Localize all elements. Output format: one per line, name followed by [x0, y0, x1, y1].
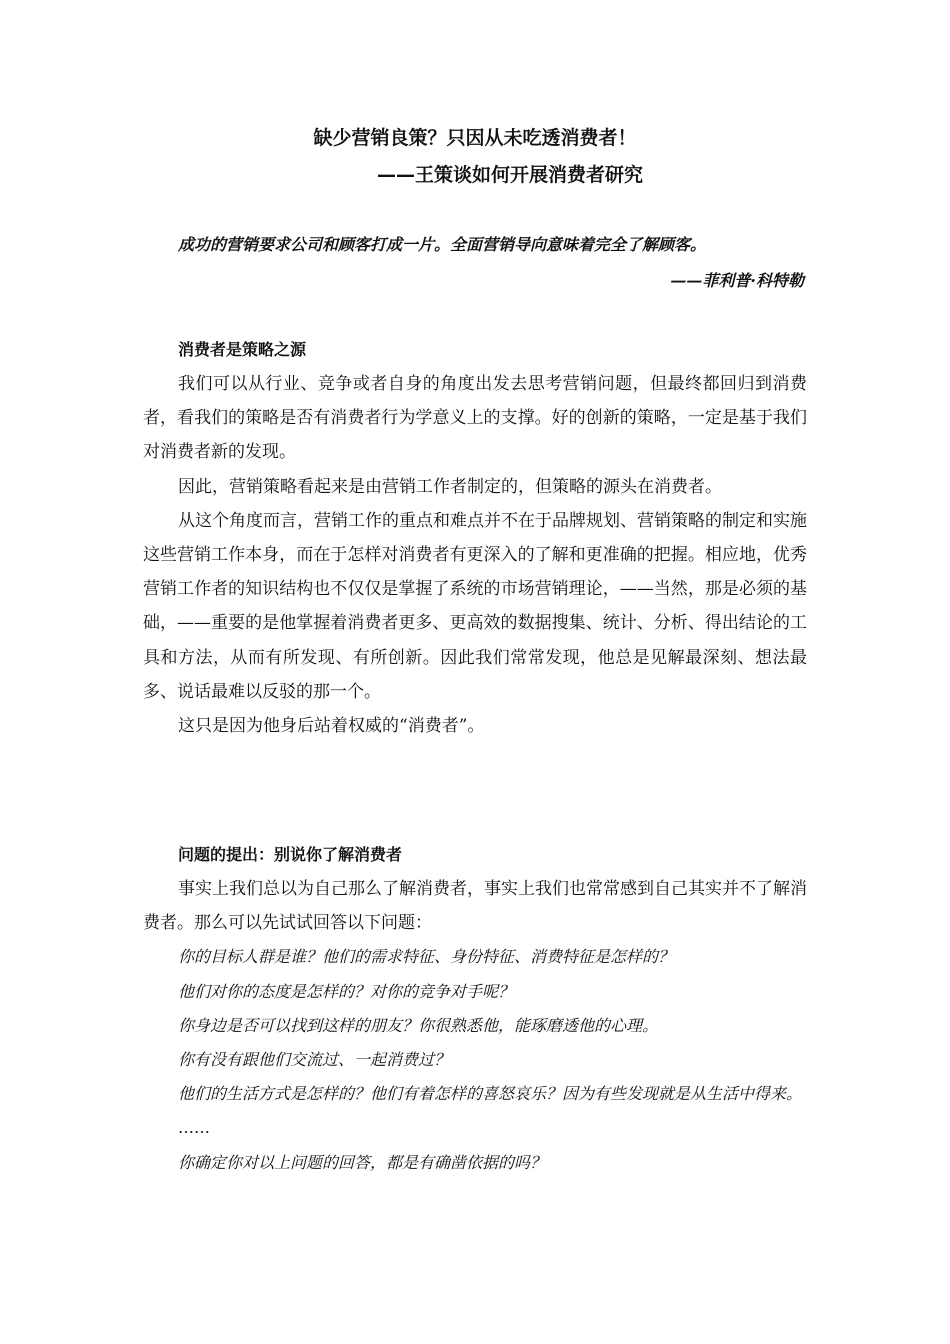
question-item: 他们的生活方式是怎样的？他们有着怎样的喜怒哀乐？因为有些发现就是从生活中得来。 [178, 1084, 803, 1104]
question-item: 他们对你的态度是怎样的？对你的竞争对手呢？ [178, 981, 515, 1001]
epigraph-attribution: ——菲利普·科特勒 [670, 271, 804, 290]
paragraph: 从这个角度而言，营销工作的重点和难点并不在于品牌规划、营销策略的制定和实施这些营销工作本身，而在于怎样对消费者有更深入的了解和更准确的把握。相应地，优秀营销工作者的知识结构也不仅仅是掌握了系统的市场营销理论，——当然，那是必须的基础，——重要的是他掌握着消费者更多、更高效的数据搜集、统计、分析、得出结论的工具和方法，从而有所发现、有所创新。因此我们常常发现，他总是见解最深刻、想法最多、说话最难以反驳的那一个。 [143, 510, 807, 702]
question-item: 你身边是否可以找到这样的朋友？你很熟悉他，能琢磨透他的心理。 [178, 1015, 659, 1035]
paragraph: 事实上我们总以为自己那么了解消费者，事实上我们也常常感到自己其实并不了解消费者。那么可以先试试回答以下问题： [143, 879, 807, 934]
question-item: 你确定你对以上问题的回答，都是有确凿依据的吗？ [178, 1152, 547, 1172]
section-problem-statement [143, 838, 807, 1180]
question-item: 你有没有跟他们交流过、一起消费过？ [178, 1050, 451, 1070]
section-heading: 消费者是策略之源 [178, 340, 307, 359]
paragraph: 我们可以从行业、竞争或者自身的角度出发去思考营销问题，但最终都回归到消费者，看我们的策略是否有消费者行为学意义上的支撑。好的创新的策略，一定是基于我们对消费者新的发现。 [143, 374, 807, 463]
question-item: 你的目标人群是谁？他们的需求特征、身份特征、消费特征是怎样的？ [178, 947, 675, 967]
section-heading: 问题的提出：别说你了解消费者 [178, 845, 403, 864]
paragraph: 这只是因为他身后站着权威的“消费者”。 [178, 716, 485, 737]
epigraph-quote: 成功的营销要求公司和顾客打成一片。全面营销导向意味着完全了解顾客。 [178, 235, 707, 254]
ellipsis: …… [178, 1118, 210, 1138]
article-title: 缺少营销良策？只因从未吃透消费者！ [313, 127, 637, 149]
article-subtitle: ——王策谈如何开展消费者研究 [376, 164, 643, 186]
section-consumer-source [143, 333, 807, 743]
paragraph: 因此，营销策略看起来是由营销工作者制定的，但策略的源头在消费者。 [178, 476, 722, 497]
